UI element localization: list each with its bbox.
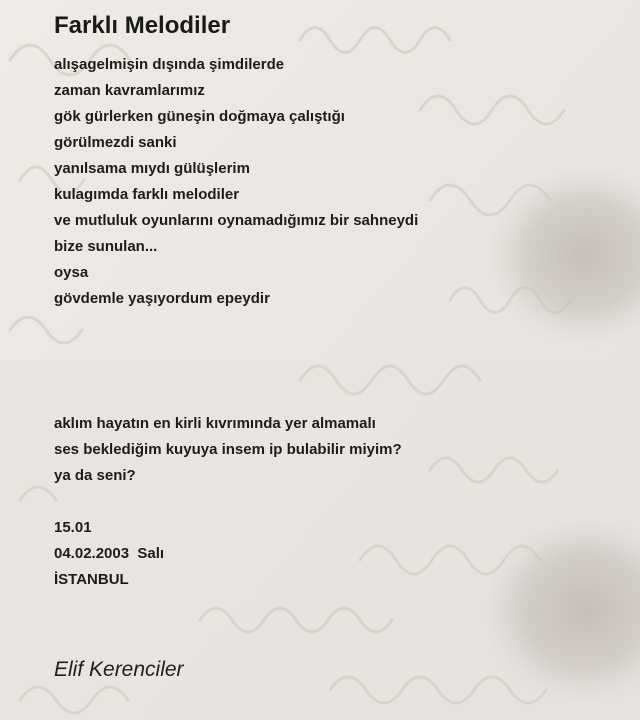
poem-line: oysa (54, 264, 89, 281)
poem-line: gövdemle yaşıyordum epeydir (54, 290, 270, 307)
poem-line: alışagelmişin dışında şimdilerde (54, 56, 285, 73)
poem-date-place (54, 515, 164, 593)
poem-time: 15.01 (54, 519, 92, 536)
stanza-2 (54, 411, 402, 489)
poem-line: zaman kavramlarımız (54, 82, 205, 99)
poem-title: Farklı Melodiler (54, 12, 231, 39)
poem-line: bize sunulan... (54, 238, 158, 255)
poem-place: İSTANBUL (54, 571, 129, 588)
stanza-1 (54, 52, 418, 312)
poem-line: ve mutluluk oyunlarını oynamadığımız bir sahneydi (54, 212, 419, 229)
poem-line: kulagımda farklı melodiler (54, 186, 240, 203)
poem-line: yanılsama mıydı gülüşlerim (54, 160, 250, 177)
poem-line: ses beklediğim kuyuya insem ip bulabilir miyim? (54, 441, 402, 458)
poem-line: aklım hayatın en kirli kıvrımında yer almamalı (54, 415, 376, 432)
poem-date: 04.02.2003 Salı (54, 545, 165, 562)
poem-author: Elif Kerenciler (54, 658, 184, 681)
poem-line: görülmezdi sanki (54, 134, 177, 151)
poem-line: gök gürlerken güneşin doğmaya çalıştığı (54, 108, 345, 125)
poem-line: ya da seni? (54, 467, 136, 484)
